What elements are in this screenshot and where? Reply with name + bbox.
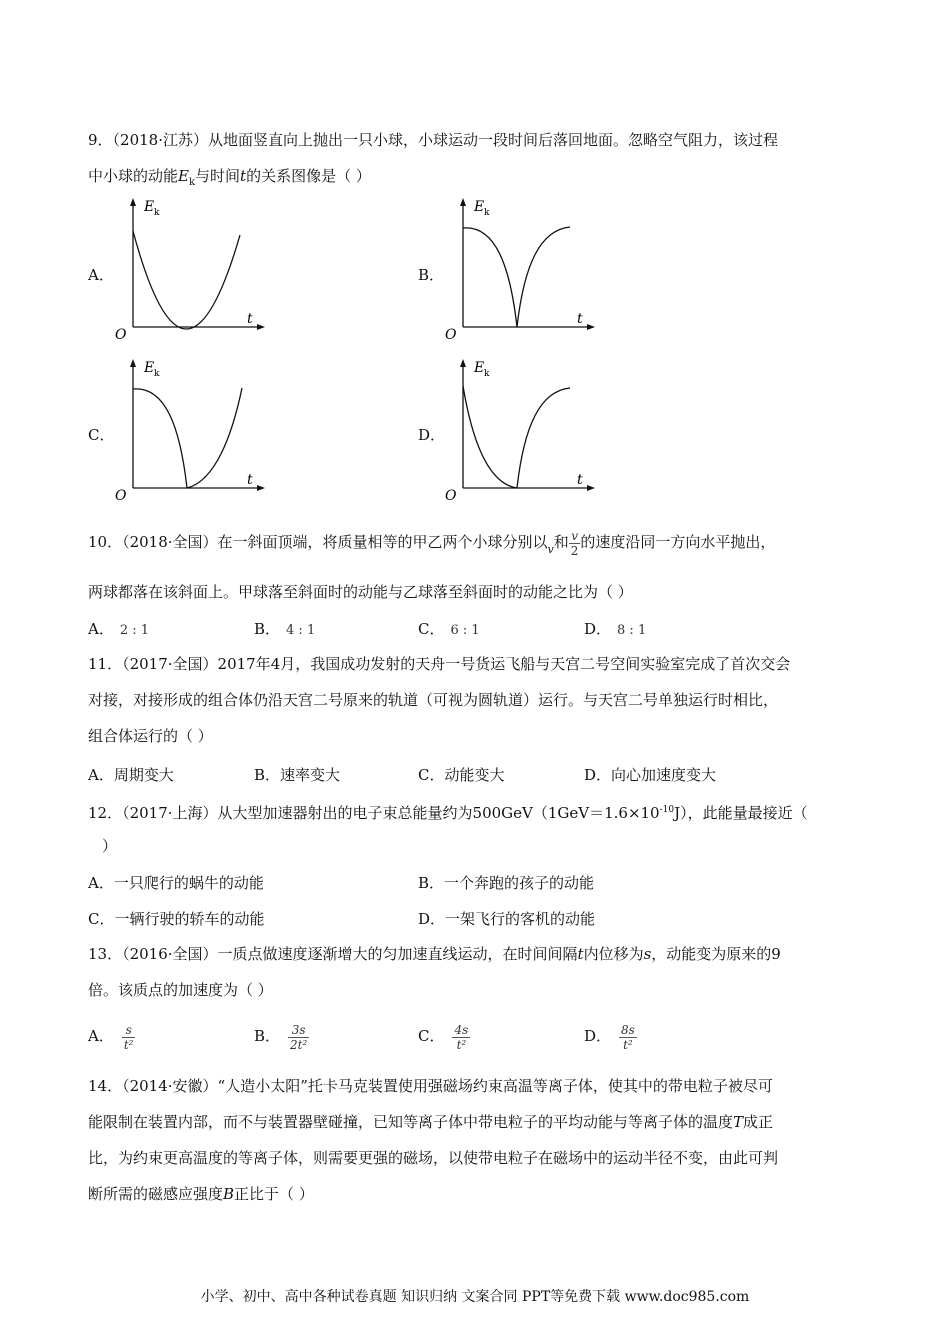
- q12-option-b[interactable]: B．一个奔跑的孩子的动能: [418, 874, 595, 892]
- q13-option-b-num: 3s: [288, 1023, 309, 1038]
- q10-option-b-label: B．: [254, 620, 281, 638]
- q13-option-d-num: 8s: [621, 1022, 635, 1037]
- q10-frac-num: v: [569, 529, 581, 544]
- q14-line2-post: 成正: [743, 1113, 774, 1131]
- q10-option-c-label: C．: [418, 620, 445, 638]
- q9-graph-d: [440, 356, 600, 506]
- q10-option-c-value: 6 : 1: [450, 623, 480, 638]
- q9-graph-a-ylabel: E: [144, 199, 155, 215]
- q9-graph-c-ylabel: E: [144, 360, 155, 376]
- q9-line2: [88, 166, 371, 193]
- q10-option-a[interactable]: [88, 618, 149, 639]
- q13-line1: [88, 944, 781, 964]
- q11-option-b[interactable]: B．速率变大: [254, 766, 341, 784]
- q9-graph-c-xlabel: t: [247, 472, 253, 488]
- q10-option-c[interactable]: [418, 618, 480, 639]
- q9-graph-b-ylabel: E: [474, 199, 485, 215]
- q9-graph-c-ysub: k: [154, 369, 160, 379]
- q9-line2-post: 的关系图像是（ ）: [246, 167, 371, 185]
- q13-option-b-den: 2t²: [290, 1037, 308, 1052]
- q11-option-c[interactable]: C．动能变大: [418, 766, 505, 784]
- q13-option-b[interactable]: [254, 1016, 309, 1056]
- q13-option-b-label: B．: [254, 1027, 281, 1045]
- q9-graph-c-curve: [133, 388, 242, 488]
- q9-t: t: [240, 167, 247, 185]
- q12-option-d[interactable]: D．一架飞行的客机的动能: [418, 910, 596, 928]
- q14-T: T: [733, 1113, 744, 1131]
- q9-graph-a-origin: O: [115, 327, 127, 343]
- q13-option-c-den: t²: [456, 1037, 467, 1052]
- q10-frac-den: 2: [570, 543, 579, 558]
- q10-line1: [88, 522, 775, 570]
- q10-option-b[interactable]: [254, 618, 315, 639]
- q9-graph-b-ysub: k: [484, 208, 490, 218]
- q9-graph-c-origin: O: [115, 488, 127, 504]
- q13-t: t: [577, 945, 584, 963]
- q9-graph-d-ylabel: E: [474, 360, 485, 376]
- q10-option-d-label: D．: [584, 620, 612, 638]
- q12-line2: ）: [102, 837, 118, 855]
- q12-option-a[interactable]: A．一只爬行的蜗牛的动能: [88, 874, 264, 892]
- q10-line2: 两球都落在该斜面上。甲球落至斜面时的动能与乙球落至斜面时的动能之比为（ ）: [88, 583, 633, 601]
- q14-line4-post: 正比于（ ）: [234, 1185, 314, 1203]
- q10-option-d-value: 8 : 1: [617, 623, 647, 638]
- q13-option-d-den: t²: [623, 1037, 633, 1052]
- q10-pre: 10．（2018·全国）在一斜面顶端，将质量相等的甲乙两个小球分别以: [88, 533, 548, 551]
- q10-option-a-value: 2 : 1: [119, 623, 150, 638]
- q9-graph-a-ysub: k: [154, 208, 160, 218]
- q12-exponent: -10: [659, 805, 675, 815]
- q9-ek-k: k: [188, 177, 196, 188]
- q9-graph-c: [110, 356, 270, 506]
- q11-line2: 对接，对接形成的组合体仍沿天宫二号原来的轨道（可视为圆轨道）运行。与天宫二号单独运行时相比，: [88, 691, 779, 709]
- q9-graph-b-origin: O: [445, 327, 457, 343]
- q14-line1: 14．（2014·安徽）“人造小太阳”托卡马克装置使用强磁场约束高温等离子体，使其中的带电粒子被尽可: [88, 1077, 773, 1095]
- q14-line4-pre: 断所需的磁感应强度: [88, 1185, 224, 1203]
- q10-v: v: [547, 543, 554, 556]
- q9-graph-d-curve: [463, 386, 570, 488]
- q13-line1-post: ，动能变为原来的9: [651, 945, 781, 963]
- q11-line3: 组合体运行的（ ）: [88, 727, 213, 745]
- q11-option-d[interactable]: D．向心加速度变大: [584, 766, 717, 784]
- q11-option-a[interactable]: A．周期变大: [88, 766, 174, 784]
- q13-line2: 倍。该质点的加速度为（ ）: [88, 981, 273, 999]
- q14-line2-pre: 能限制在装置内部，而不与装置器壁碰撞，已知等离子体中带电粒子的平均动能与等离子体的温度: [88, 1113, 734, 1131]
- page-footer[interactable]: 小学、初中、高中各种试卷真题 知识归纳 文案合同 PPT等免费下载 www.doc985.com: [200, 1289, 750, 1305]
- q13-option-a-label: A．: [88, 1027, 114, 1045]
- q9-line2-pre: 中小球的动能: [88, 167, 179, 185]
- q9-graph-b: [440, 195, 600, 345]
- q13-option-d[interactable]: [584, 1016, 637, 1056]
- q9-option-d-label[interactable]: D．: [418, 426, 446, 444]
- q13-option-d-label: D．: [584, 1027, 612, 1045]
- q13-option-c-num: 4s: [454, 1022, 469, 1037]
- q13-s: s: [643, 945, 652, 963]
- q9-graph-d-ysub: k: [484, 369, 490, 379]
- q12-option-c[interactable]: C．一辆行驶的轿车的动能: [88, 910, 265, 928]
- q14-line2: [88, 1112, 773, 1132]
- q13-option-c-label: C．: [418, 1027, 445, 1045]
- q14-line4: [88, 1184, 314, 1204]
- q10-fraction: [569, 529, 581, 558]
- q9-graph-b-curve: [463, 227, 570, 327]
- q13-option-c[interactable]: [418, 1016, 470, 1056]
- q11-line1: 11．（2017·全国）2017年4月，我国成功发射的天舟一号货运飞船与天宫二号空间实验室完成了首次交会: [88, 655, 791, 673]
- q9-line1: 9．（2018·江苏）从地面竖直向上抛出一只小球，小球运动一段时间后落回地面。忽略空气阻力，该过程: [88, 131, 778, 149]
- q13-option-a[interactable]: [88, 1016, 135, 1056]
- q9-graph-b-xlabel: t: [577, 311, 583, 327]
- q13-option-a-num: s: [122, 1023, 136, 1038]
- q14-B: B: [223, 1185, 235, 1203]
- q14-line3: 比，为约束更高温度的等离子体，则需要更强的磁场，以使带电粒子在磁场中的运动半径不变，由此可判: [88, 1149, 779, 1167]
- q9-line2-mid: 与时间: [195, 167, 241, 185]
- q9-ek-e: E: [178, 167, 189, 185]
- q10-post: 的速度沿同一方向水平抛出，: [580, 533, 776, 551]
- q13-option-a-den: t²: [123, 1037, 134, 1052]
- q9-option-a-label[interactable]: A．: [88, 266, 114, 284]
- q9-graph-a: [110, 195, 270, 345]
- q12-line1-post: J），此能量最接近（: [674, 804, 808, 822]
- q13-line1-pre: 13．（2016·全国）一质点做速度逐渐增大的匀加速直线运动，在时间间隔: [88, 945, 578, 963]
- q12-line1-pre: 12．（2017·上海）从大型加速器射出的电子束总能量约为500GeV（1GeV＝1.6×10: [88, 804, 660, 822]
- q10-option-a-label: A．: [88, 620, 114, 638]
- q10-he: 和: [553, 533, 569, 551]
- q9-graph-d-xlabel: t: [577, 472, 583, 488]
- q10-option-d[interactable]: [584, 618, 646, 639]
- q9-option-b-label[interactable]: B．: [418, 266, 445, 284]
- q9-graph-d-origin: O: [445, 488, 457, 504]
- q12-line1: [88, 800, 808, 823]
- q9-option-c-label[interactable]: C．: [88, 426, 115, 444]
- q9-graph-a-curve: [133, 231, 240, 329]
- q13-line1-mid: 内位移为: [583, 945, 644, 963]
- q10-option-b-value: 4 : 1: [286, 623, 316, 638]
- q9-graph-a-xlabel: t: [247, 311, 253, 327]
